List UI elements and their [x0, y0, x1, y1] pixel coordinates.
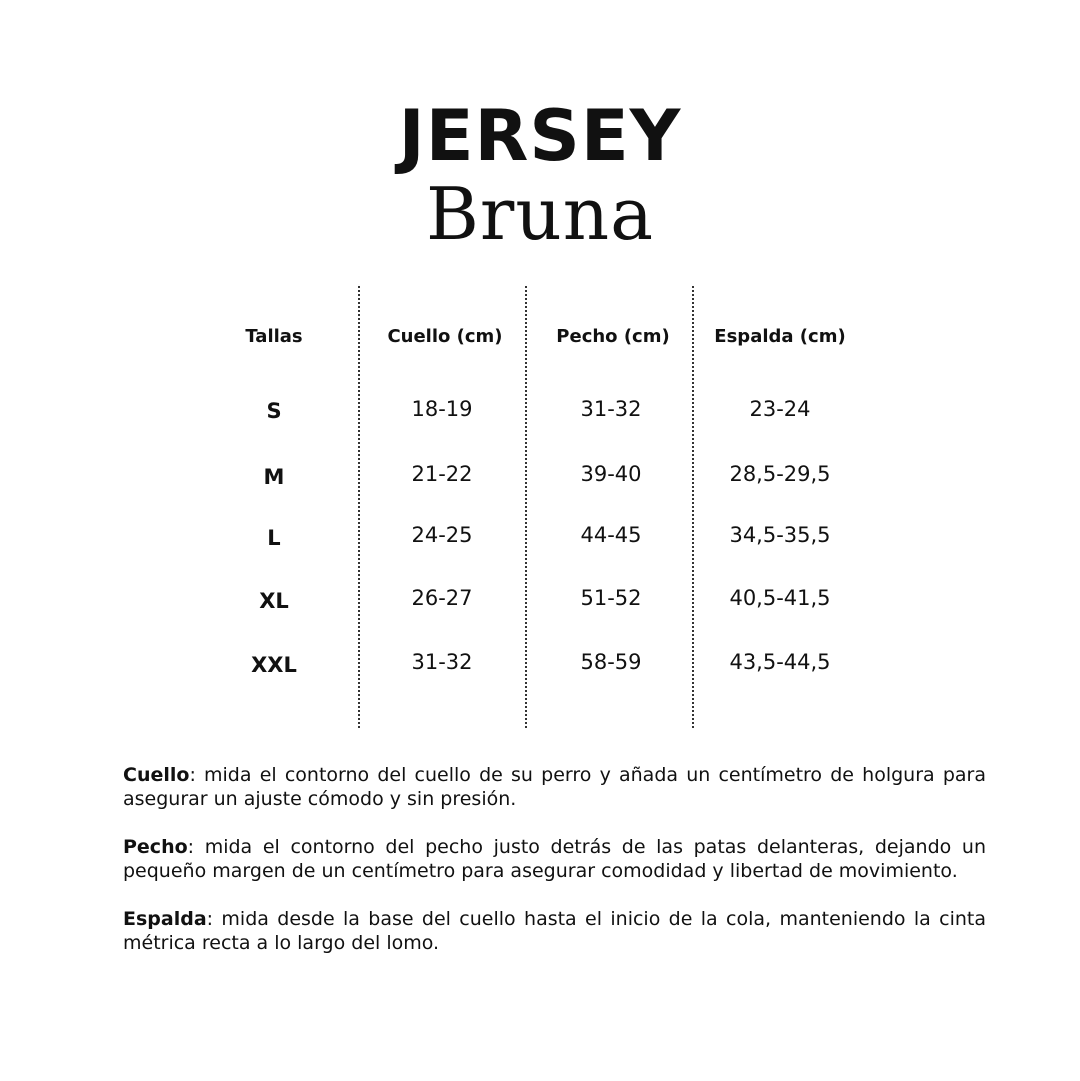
table-cell: 24-25: [411, 523, 473, 547]
note-text: : mida el contorno del cuello de su perro y añada un centímetro de holgura para asegurar un ajuste cómodo y sin presión.: [123, 764, 986, 810]
table-cell: 44-45: [580, 523, 642, 547]
note-espalda: [123, 907, 986, 955]
size-label: S: [266, 399, 282, 423]
table-cell: 28,5-29,5: [729, 462, 831, 486]
size-label: M: [263, 465, 285, 489]
note-term: Cuello: [123, 764, 190, 786]
size-label: XL: [259, 589, 289, 613]
note-cuello: [123, 763, 986, 811]
table-cell: 40,5-41,5: [729, 586, 831, 610]
table-cell: 26-27: [411, 586, 473, 610]
size-label: L: [267, 526, 281, 550]
table-cell: 31-32: [411, 650, 473, 674]
table-cell: 39-40: [580, 462, 642, 486]
note-text: : mida desde la base del cuello hasta el inicio de la cola, manteniendo la cinta métrica recta a lo largo del lomo.: [123, 908, 986, 954]
measurement-notes: [123, 763, 986, 979]
product-subtitle: Bruna: [426, 172, 654, 256]
table-cell: 21-22: [411, 462, 473, 486]
table-cell: 18-19: [411, 397, 473, 421]
note-pecho: [123, 835, 986, 883]
table-cell: 43,5-44,5: [729, 650, 831, 674]
header-tallas: Tallas: [245, 326, 303, 347]
table-cell: 23-24: [749, 397, 811, 421]
note-term: Pecho: [123, 836, 188, 858]
size-label: XXL: [251, 653, 297, 677]
note-text: : mida el contorno del pecho justo detrás de las patas delanteras, dejando un pequeño margen de un centímetro para asegurar comodidad y libertad de movimiento.: [123, 836, 986, 882]
note-term: Espalda: [123, 908, 207, 930]
header-pecho: Pecho (cm): [556, 326, 670, 347]
product-title: JERSEY: [398, 95, 682, 177]
table-cell: 58-59: [580, 650, 642, 674]
table-cell: 31-32: [580, 397, 642, 421]
table-cell: 34,5-35,5: [729, 523, 831, 547]
table-cell: 51-52: [580, 586, 642, 610]
header-cuello: Cuello (cm): [387, 326, 503, 347]
header-espalda: Espalda (cm): [714, 326, 846, 347]
